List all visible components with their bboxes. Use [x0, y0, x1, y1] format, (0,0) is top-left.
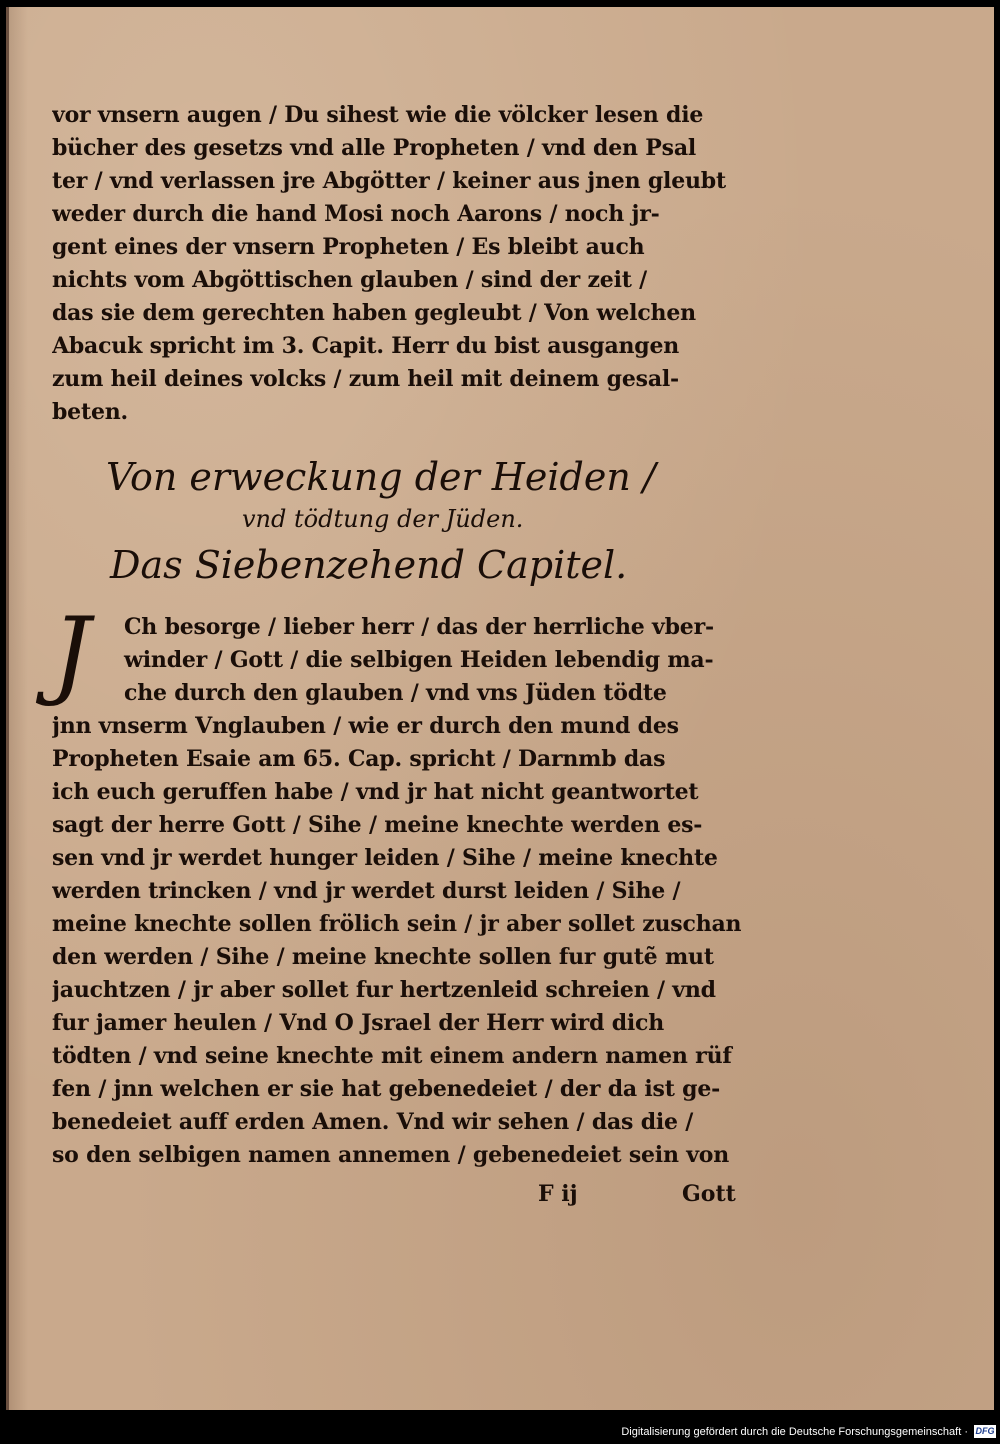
text-line: meine knechte sollen frölich sein / jr aber sollet zuschan [52, 911, 742, 937]
digitization-credit: Digitalisierung gefördert durch die Deutsche Forschungsgemeinschaft · [621, 1426, 968, 1438]
book-page [6, 7, 994, 1410]
signature-mark: F ij [538, 1181, 578, 1207]
catchword: Gott [682, 1181, 736, 1207]
text-line: nichts vom Abgöttischen glauben / sind der zeit / [52, 267, 647, 293]
decorated-initial-capital: J [52, 597, 91, 709]
text-line: fur jamer heulen / Vnd O Jsrael der Herr wird dich [52, 1010, 665, 1036]
dfg-logo: DFG [975, 1426, 995, 1436]
page-binding-edge [6, 7, 9, 1410]
page-footer-line [52, 1177, 752, 1211]
text-line: werden trincken / vnd jr werdet durst leiden / Sihe / [52, 878, 681, 904]
text-line: gent eines der vnsern Propheten / Es bleibt auch [52, 234, 645, 260]
text-line: ter / vnd verlassen jre Abgötter / keiner aus jnen gleubt [52, 168, 726, 194]
text-line: beten. [52, 399, 128, 425]
text-line: jauchtzen / jr aber sollet fur hertzenleid schreien / vnd [52, 977, 716, 1003]
text-line: zum heil deines volcks / zum heil mit deinem gesal- [52, 366, 679, 392]
text-line: Ch besorge / lieber herr / das der herrliche vber- [124, 614, 714, 640]
text-line: weder durch die hand Mosi noch Aarons / noch jr- [52, 201, 660, 227]
text-line: che durch den glauben / vnd vns Jüden tödte [124, 680, 667, 706]
chapter-heading-subtitle: vnd tödtung der Jüden. [242, 505, 524, 533]
text-line: fen / jnn welchen er sie hat gebenedeiet / der da ist ge- [52, 1076, 721, 1102]
text-line: jnn vnserm Vnglauben / wie er durch den mund des [52, 713, 679, 739]
chapter-paragraph [52, 611, 752, 1172]
text-line: Abacuk spricht im 3. Capit. Herr du bist ausgangen [52, 333, 680, 359]
chapter-number-heading: Das Siebenzehend Capitel. [110, 543, 628, 587]
text-line: tödten / vnd seine knechte mit einem andern namen rüf [52, 1043, 732, 1069]
text-line: winder / Gott / die selbigen Heiden lebendig ma- [124, 647, 714, 673]
text-line: sen vnd jr werdet hunger leiden / Sihe / meine knechte [52, 845, 718, 871]
text-line: vor vnsern augen / Du sihest wie die völcker lesen die [52, 102, 704, 128]
text-line: Propheten Esaie am 65. Cap. spricht / Darnmb das [52, 746, 666, 772]
text-line: das sie dem gerechten haben gegleubt / Von welchen [52, 300, 696, 326]
text-line: bücher des gesetzs vnd alle Propheten / vnd den Psal [52, 135, 697, 161]
text-line: so den selbigen namen annemen / gebenedeiet sein von [52, 1142, 730, 1168]
text-line: ich euch geruffen habe / vnd jr hat nicht geantwortet [52, 779, 699, 805]
paragraph-continued [52, 99, 752, 429]
text-line: sagt der herre Gott / Sihe / meine knechte werden es- [52, 812, 703, 838]
text-line: den werden / Sihe / meine knechte sollen fur gutẽ mut [52, 944, 714, 970]
text-line: benedeiet auff erden Amen. Vnd wir sehen / das die / [52, 1109, 694, 1135]
chapter-heading-title: Von erweckung der Heiden / [106, 455, 656, 499]
